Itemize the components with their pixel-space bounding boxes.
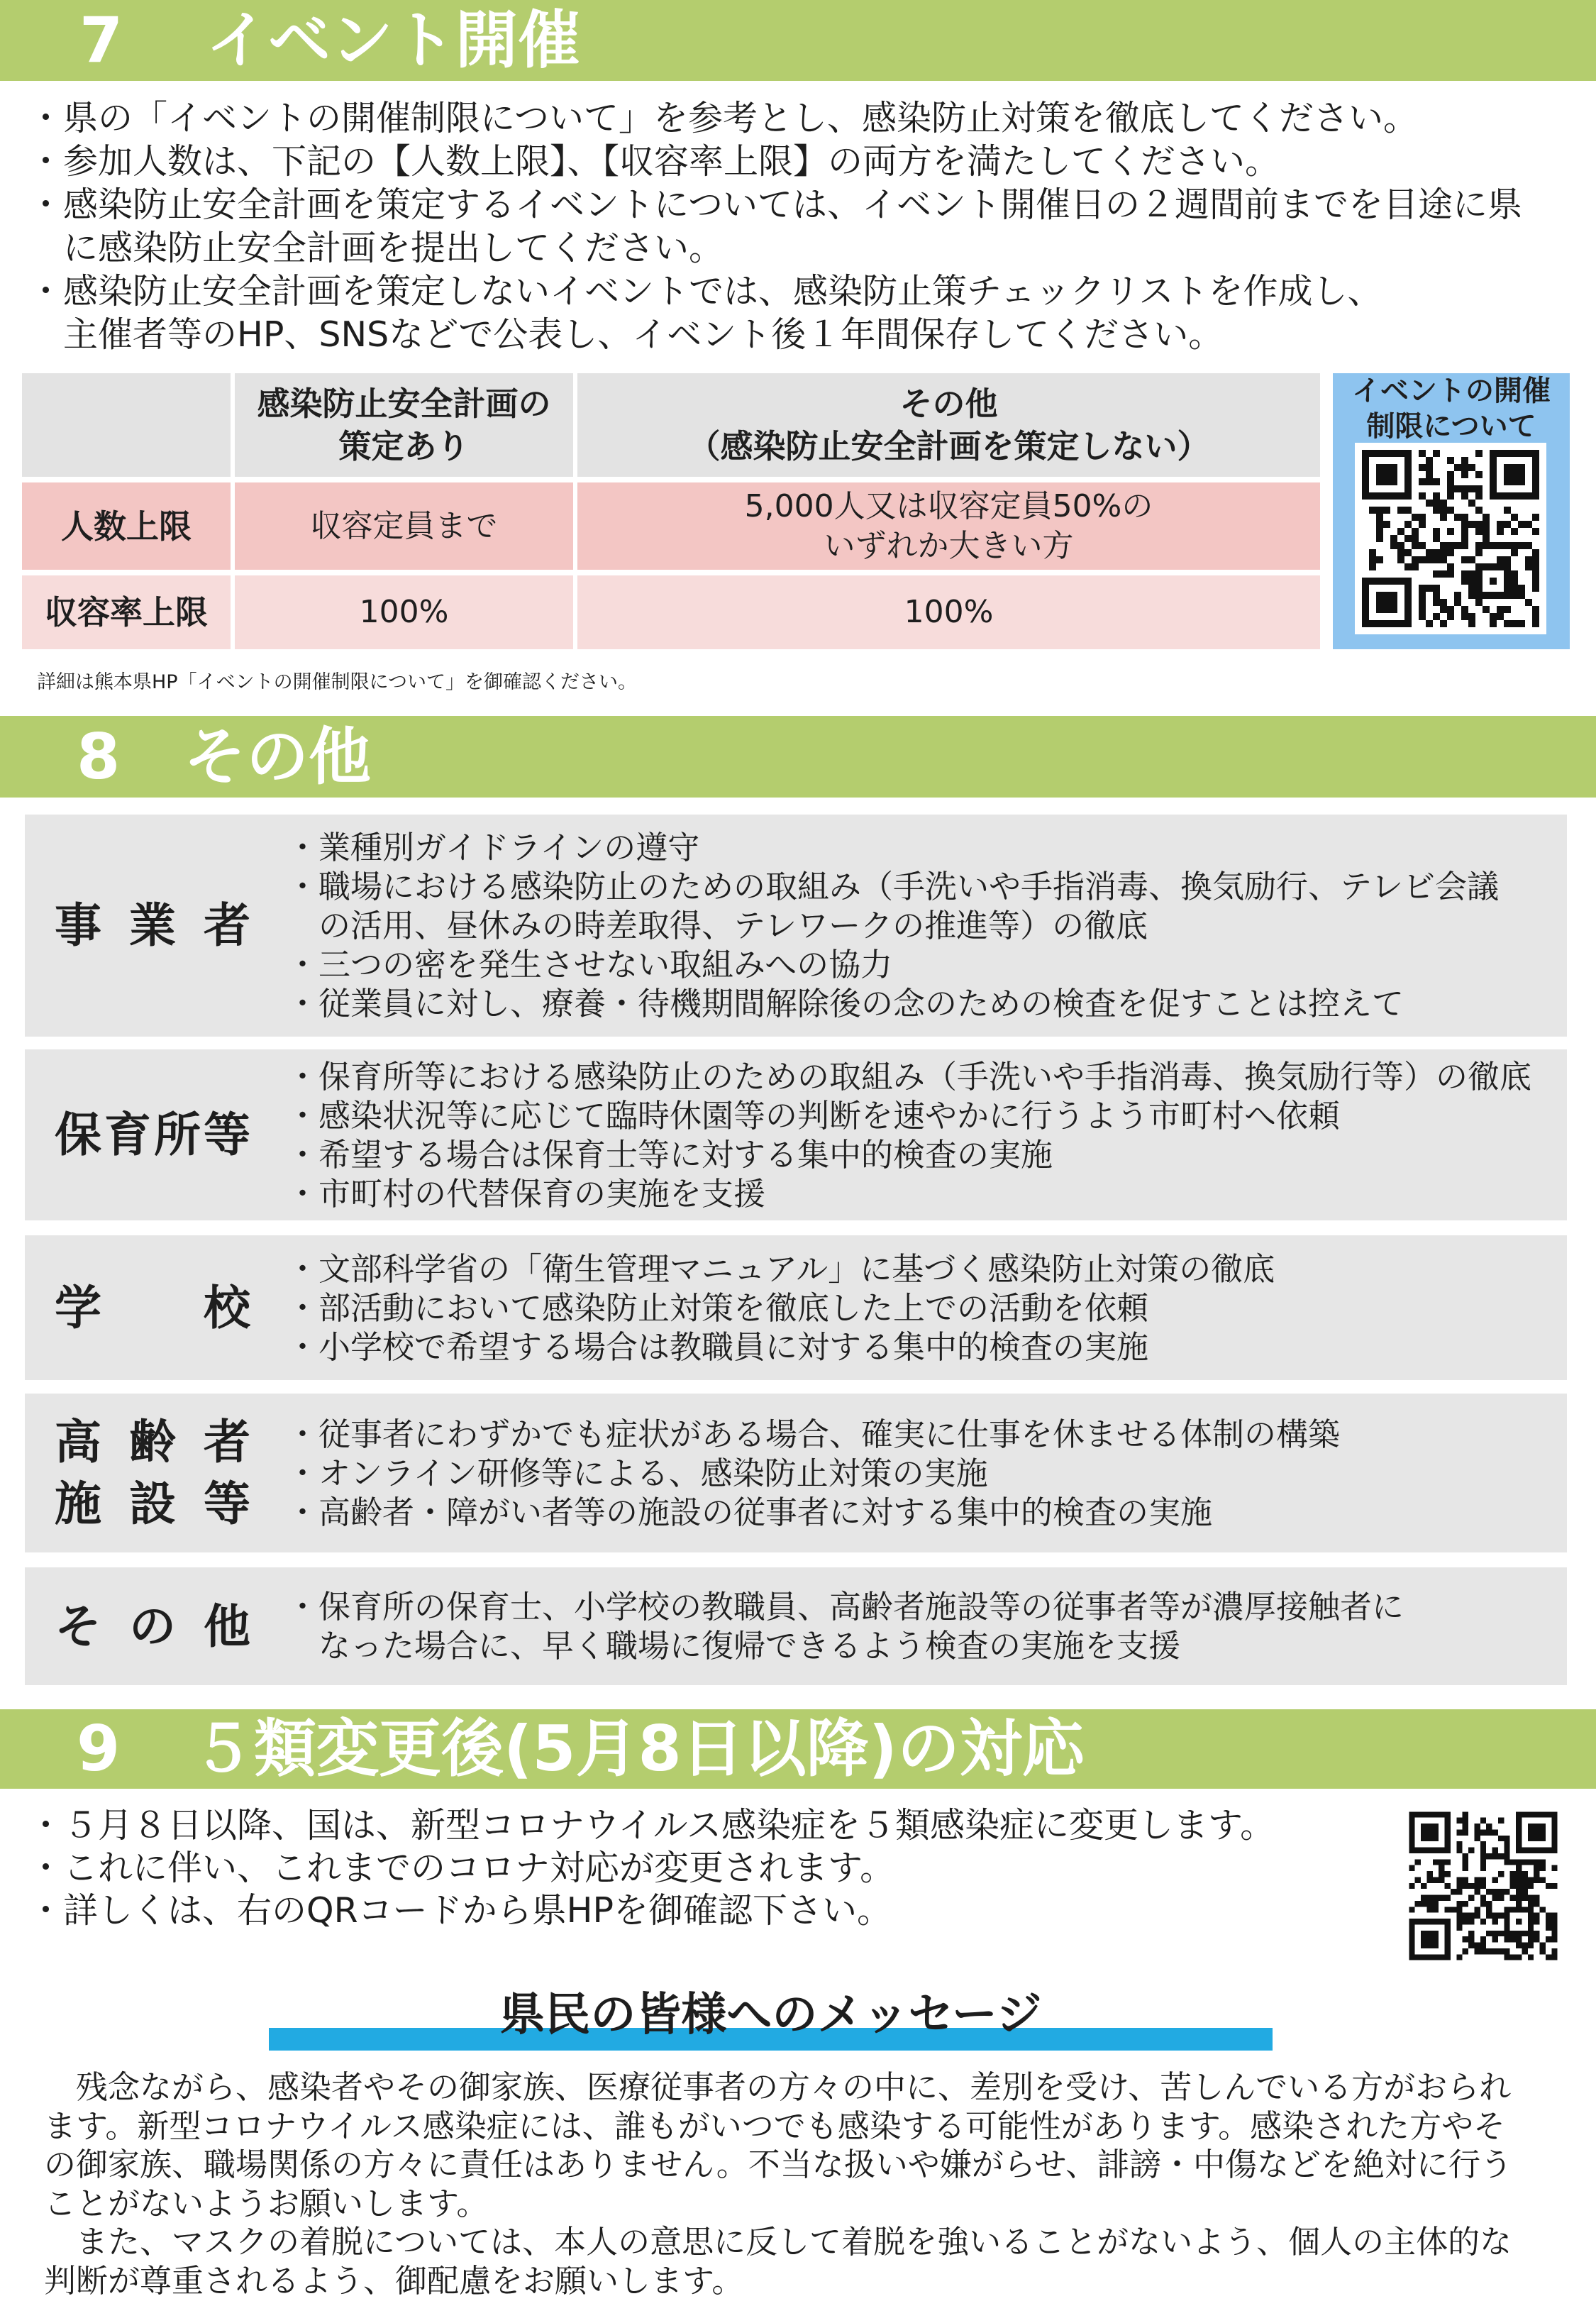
- header-text: 感染防止安全計画の: [257, 385, 551, 423]
- section-7-header: [0, 0, 1596, 81]
- list-item-continuation: の活用、昼休みの時差取得、テレワークの推進等）の徹底: [287, 907, 1148, 944]
- cell-capacity-without-plan: 100%: [577, 575, 1320, 649]
- list-item: ・市町村の代替保育の実施を支援: [287, 1174, 766, 1213]
- measures-row-nurseries: [25, 1049, 1567, 1220]
- list-item: ・小学校で希望する場合は教職員に対する集中的検査の実施: [287, 1328, 1149, 1366]
- section-number: 9: [77, 1712, 121, 1785]
- row-label-text: 高 齢 者: [55, 1415, 250, 1469]
- row-label-text: 学 校: [55, 1280, 250, 1335]
- category5-change-list: [28, 1804, 1275, 1932]
- qr-code-image: [1355, 443, 1546, 634]
- list-item: ・詳しくは、右のQRコードから県HPを御確認下さい。: [28, 1890, 892, 1931]
- list-item: ・保育所の保育士、小学校の教職員、高齢者施設等の従事者等が濃厚接触者に: [287, 1588, 1404, 1626]
- row-label-text: 施 設 等: [55, 1477, 250, 1531]
- list-item: ・感染防止安全計画を策定しないイベントでは、感染防止策チェックリストを作成し、: [28, 271, 1382, 311]
- cell-headcount-without-plan: [577, 482, 1320, 570]
- table-header-without-plan: [577, 373, 1320, 477]
- list-item: ・参加人数は、下記の【人数上限】、【収容率上限】の両方を満たしてください。: [28, 141, 1280, 182]
- list-item: ・職場における感染防止のための取組み（手洗いや手指消毒、換気励行、テレビ会議: [287, 868, 1500, 905]
- footnote: 詳細は熊本県HP「イベントの開催制限について」を御確認ください。: [37, 671, 638, 693]
- qr-code-modules: [1362, 450, 1539, 627]
- table-header-with-plan: [235, 373, 573, 477]
- message-line: 判断が尊重されるよう、御配慮をお願いします。: [44, 2261, 744, 2300]
- row-label-text: 保育所等: [55, 1108, 250, 1162]
- section-number: 7: [79, 4, 123, 77]
- list-item: ・保育所等における感染防止のための取組み（手洗いや手指消毒、換気励行等）の徹底: [287, 1057, 1532, 1096]
- list-item: ・希望する場合は保育士等に対する集中的検査の実施: [287, 1135, 1053, 1174]
- list-item: ・三つの密を発生させない取組みへの協力: [287, 946, 893, 983]
- list-item: ・高齢者・障がい者等の施設の従事者に対する集中的検査の実施: [287, 1493, 1213, 1531]
- message-line: ます。新型コロナウイルス感染症には、誰もがいつでも感染する可能性があります。感染された方やそ: [44, 2107, 1506, 2145]
- qr-code-modules: [1409, 1811, 1557, 1960]
- list-item: ・従業員に対し、療養・待機期間解除後の念のための検査を促すことは控えて: [287, 985, 1404, 1022]
- section-number: 8: [77, 720, 121, 793]
- message-line: 残念ながら、感染者やその御家族、医療従事者の方々の中に、差別を受け、苦しんでいる方がおられ: [44, 2068, 1512, 2106]
- header-text: （感染防止安全計画を策定しない）: [687, 427, 1210, 465]
- list-item: ・業種別ガイドラインの遵守: [287, 829, 700, 866]
- section-title: ５類変更後(5月8日以降)の対応: [192, 1712, 1085, 1785]
- qr-code: [1403, 1806, 1563, 1966]
- cell-text: いずれか大きい方: [824, 527, 1074, 564]
- list-item-continuation: なった場合に、早く職場に復帰できるよう検査の実施を支援: [287, 1627, 1181, 1665]
- list-item-continuation: に感染防止安全計画を提出してください。: [28, 228, 724, 268]
- measures-row-schools: [25, 1235, 1567, 1380]
- cell-headcount-with-plan: 収容定員まで: [235, 482, 573, 570]
- qr-code-image: [1403, 1806, 1563, 1966]
- row-label: [55, 1394, 250, 1552]
- list-item: ・これに伴い、これまでのコロナ対応が変更されます。: [28, 1848, 895, 1888]
- list-item: ・５月８日以降、国は、新型コロナウイルス感染症を５類感染症に変更します。: [28, 1805, 1275, 1846]
- row-label-text: そ の 他: [55, 1599, 250, 1654]
- section-title: その他: [184, 720, 372, 793]
- event-limits-qr-panel: [1333, 373, 1570, 649]
- list-item-continuation: 主催者等のHP、SNSなどで公表し、イベント後１年間保存してください。: [28, 314, 1224, 355]
- message-heading: 県民の皆様へのメッセージ: [499, 1989, 1042, 2041]
- row-content: [287, 1567, 1404, 1685]
- row-content: [287, 1235, 1275, 1380]
- list-item: ・部活動において感染防止対策を徹底した上での活動を依頼: [287, 1289, 1149, 1327]
- list-item: ・従事者にわずかでも症状がある場合、確実に仕事を休ませる体制の構築: [287, 1415, 1341, 1453]
- row-label: [55, 1049, 250, 1220]
- event-limits-table: [22, 373, 1320, 649]
- list-item: ・感染状況等に応じて臨時休園等の判断を速やかに行うよう市町村へ依頼: [287, 1096, 1341, 1135]
- measures-row-elderly-facilities: [25, 1394, 1567, 1552]
- row-label: [55, 1235, 250, 1380]
- cell-capacity-with-plan: 100%: [235, 575, 573, 649]
- row-content: [287, 815, 1499, 1037]
- event-guidelines-list: [28, 96, 1522, 356]
- section-8-header: [0, 716, 1596, 798]
- list-item: ・県の「イベントの開催制限について」を参考とし、感染防止対策を徹底してください。: [28, 98, 1419, 138]
- measures-row-businesses: [25, 815, 1567, 1037]
- section-title: イベント開催: [206, 4, 581, 77]
- message-line: ことがないようお願いします。: [44, 2184, 489, 2222]
- qr-code: [1355, 443, 1546, 634]
- row-label-capacity-limit: 収容率上限: [22, 575, 231, 649]
- row-content: [287, 1049, 1531, 1220]
- message-line: の御家族、職場関係の方々に責任はありません。不当な扱いや嫌がらせ、誹謗・中傷などを絶対に行う: [44, 2146, 1513, 2183]
- qr-caption-line: イベントの開催: [1352, 375, 1551, 407]
- message-line: また、マスクの着脱については、本人の意思に反して着脱を強いることがないよう、個人の主体的な: [44, 2223, 1512, 2261]
- header-text: 策定あり: [338, 427, 470, 465]
- list-item: ・文部科学省の「衛生管理マニュアル」に基づく感染防止対策の徹底: [287, 1249, 1275, 1288]
- header-text: その他: [899, 385, 998, 423]
- table-header-blank: [22, 373, 231, 477]
- list-item: ・オンライン研修等による、感染防止対策の実施: [287, 1454, 988, 1492]
- row-label-text: 事 業 者: [55, 898, 250, 953]
- message-body: [44, 2068, 1512, 2300]
- row-label: [55, 815, 250, 1037]
- list-item: ・感染防止安全計画を策定するイベントについては、イベント開催日の２週間前までを目途に県: [28, 184, 1523, 225]
- section-9-header: [0, 1709, 1596, 1789]
- row-content: [287, 1394, 1340, 1552]
- row-label: [55, 1567, 250, 1685]
- cell-text: 5,000人又は収容定員50%の: [744, 487, 1153, 524]
- qr-caption-line: 制限について: [1366, 410, 1536, 443]
- row-label-headcount-limit: 人数上限: [22, 482, 231, 570]
- measures-row-other: [25, 1567, 1567, 1685]
- qr-caption: [1333, 373, 1570, 444]
